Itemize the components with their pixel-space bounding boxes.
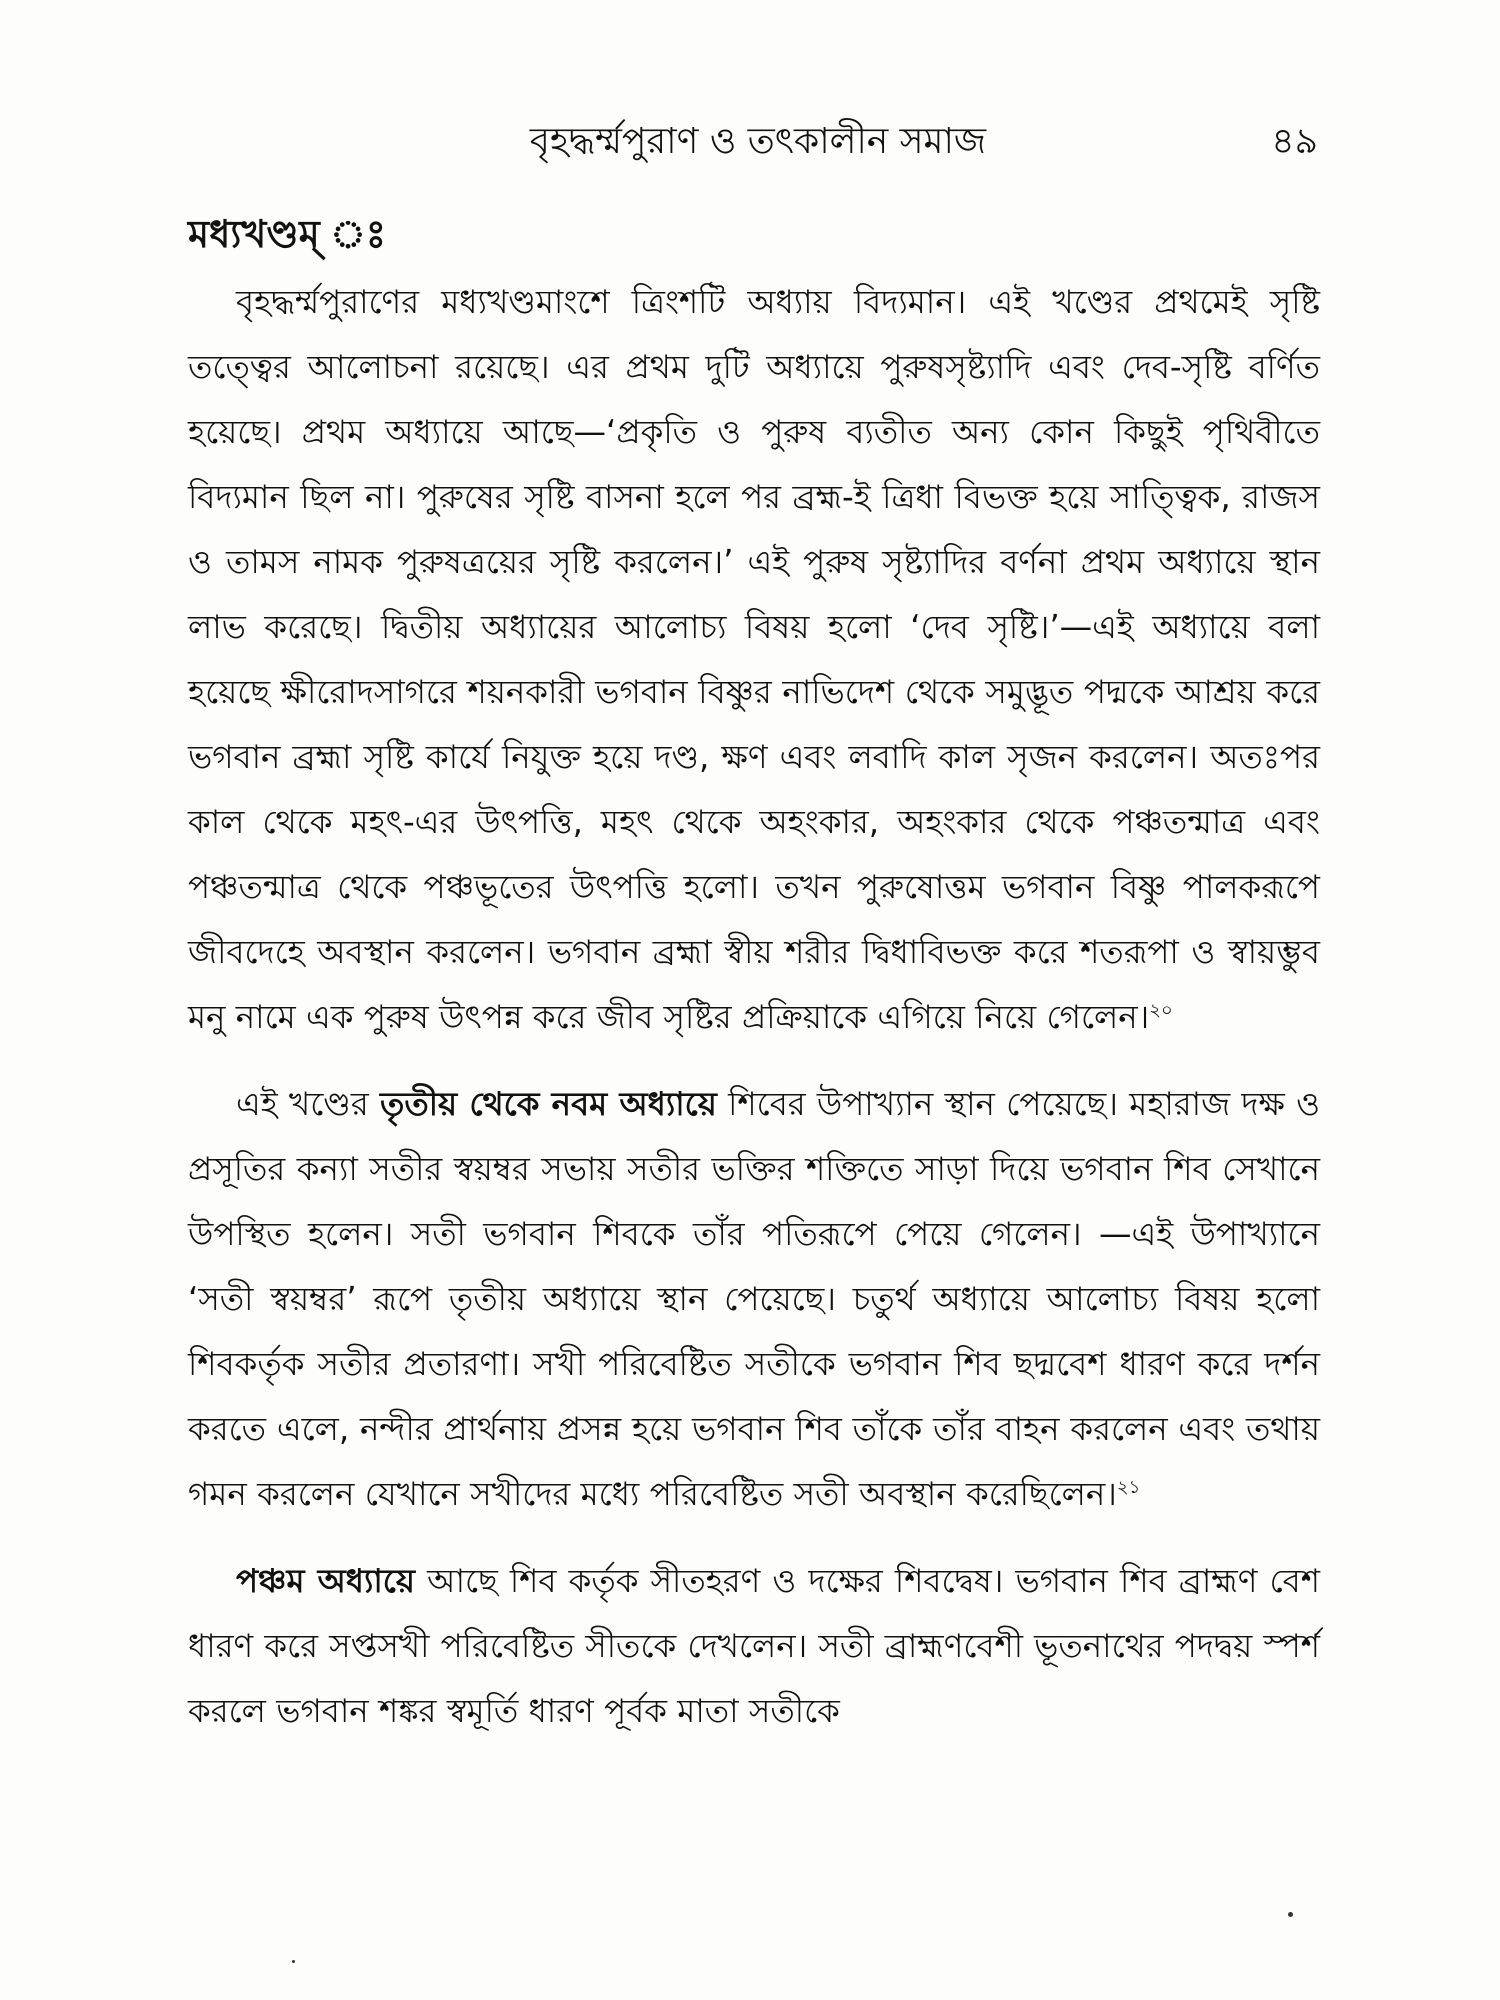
paragraph-1-text: বৃহদ্ধর্ম্মপুরাণের মধ্যখণ্ডমাংশে ত্রিংশটি অধ্যায় বিদ্যমান। এই খণ্ডের প্রথমেই সৃষ্টি তত্ত্বের আলোচনা রয়েছে। এর প্রথম দুটি অধ্যায়ে পুরুষসৃষ্ট্যাদি এবং দেব-সৃষ্টি বর্ণিত হয়েছে। প্রথম অধ্যায়ে আছে—‘প্রকৃতি ও পুরুষ ব্যতীত অন্য কোন কিছুই পৃথিবীতে বিদ্যমান ছিল না। পুরুষের সৃষ্টি বাসনা হলে পর ব্রহ্ম-ই ত্রিধা বিভক্ত হয়ে সাত্ত্বিক, রাজস ও তামস নামক পুরুষত্রয়ের সৃষ্টি করলেন।’ এই পুরুষ সৃষ্ট্যাদির বর্ণনা প্রথম অধ্যায়ে স্থান লাভ করেছে। দ্বিতীয় অধ্যায়ের আলোচ্য বিষয় হলো ‘দেব সৃষ্টি।’—এই অধ্যায়ে বলা হয়েছে ক্ষীরোদসাগরে শয়নকারী ভগবান বিষ্ণুর নাভিদেশ থেকে সমুদ্ভূত পদ্মকে আশ্রয় করে ভগবান ব্রহ্মা সৃষ্টি কার্যে নিযুক্ত হয়ে দণ্ড, ক্ষণ এবং লবাদি কাল সৃজন করলেন। অতঃপর কাল থেকে মহৎ-এর উৎপত্তি, মহৎ থেকে অহংকার, অহংকার থেকে পঞ্চতন্মাত্র এবং পঞ্চতন্মাত্র থেকে পঞ্চভূতের উৎপত্তি হলো। তখন পুরুষোত্তম ভগবান বিষ্ণু পালকরূপে জীবদেহে অবস্থান করলেন। ভগবান ব্রহ্মা স্বীয় শরীর দ্বিধাবিভক্ত করে শতরূপা ও স্বায়ম্ভুব মনু নামে এক পুরুষ উৎপন্ন করে জীব সৃষ্টির প্রক্রিয়াকে এগিয়ে নিয়ে গেলেন।: [188, 283, 1320, 1036]
paragraph-2-emphasis: তৃতীয় থেকে নবম অধ্যায়ে: [379, 1085, 717, 1123]
section-heading: মধ্যখণ্ডম্ ঃ: [188, 212, 387, 256]
paragraph-1: [188, 270, 1320, 1050]
paragraph-2: [188, 1072, 1320, 1527]
paragraph-3: [188, 1549, 1320, 1744]
page-number: ৪৯: [1271, 121, 1318, 162]
print-speck: [1288, 1912, 1293, 1917]
paragraph-3-text: আছে শিব কর্তৃক সীতহরণ ও দক্ষের শিবদ্বেষ। ভগবান শিব ব্রাহ্মণ বেশ ধারণ করে সপ্তসখী পরিবেষ্টিত সীতকে দেখলেন। সতী ব্রাহ্মণবেশী ভূতনাথের পদদ্বয় স্পর্শ করলে ভগবান শঙ্কর স্বমূর্তি ধারণ পূর্বক মাতা সতীকে: [188, 1562, 1320, 1730]
footnote-marker-20: ২০: [1149, 1000, 1173, 1022]
page-body: [188, 202, 1320, 1744]
paragraph-2-lead: এই খণ্ডের: [236, 1085, 380, 1123]
paragraph-3-emphasis: পঞ্চম অধ্যায়ে: [236, 1562, 416, 1600]
running-title: বৃহদ্ধর্ম্মপুরাণ ও তৎকালীন সমাজ: [529, 121, 987, 162]
footnote-marker-21: ২১: [1116, 1477, 1141, 1499]
paragraph-2-text: শিবের উপাখ্যান স্থান পেয়েছে। মহারাজ দক্ষ ও প্রসূতির কন্যা সতীর স্বয়ম্বর সভায় সতীর ভক্তির শক্তিতে সাড়া দিয়ে ভগবান শিব সেখানে উপস্থিত হলেন। সতী ভগবান শিবকে তাঁর পতিরূপে পেয়ে গেলেন। —এই উপাখ্যানে ‘সতী স্বয়ম্বর’ রূপে তৃতীয় অধ্যায়ে স্থান পেয়েছে। চতুর্থ অধ্যায়ে আলোচ্য বিষয় হলো শিবকর্তৃক সতীর প্রতারণা। সখী পরিবেষ্টিত সতীকে ভগবান শিব ছদ্মবেশ ধারণ করে দর্শন করতে এলে, নন্দীর প্রার্থনায় প্রসন্ন হয়ে ভগবান শিব তাঁকে তাঁর বাহন করলেন এবং তথায় গমন করলেন যেখানে সখীদের মধ্যে পরিবেষ্টিত সতী অবস্থান করেছিলেন।: [188, 1085, 1320, 1513]
print-speck: [292, 1960, 295, 1963]
page-header: [188, 112, 1328, 172]
